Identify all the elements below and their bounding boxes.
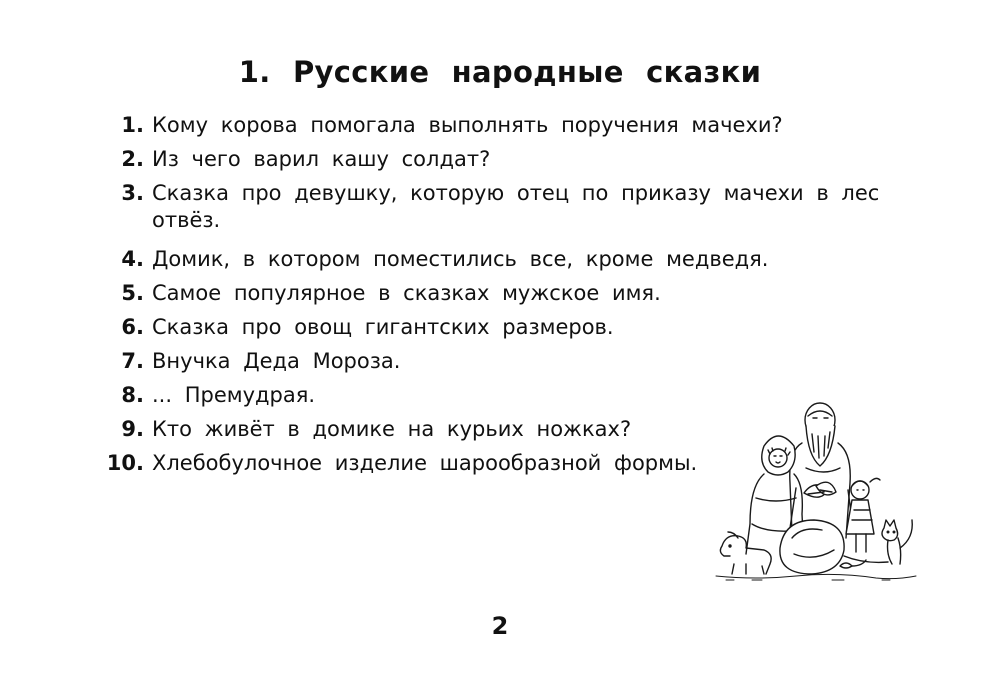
question-text: Хлебобулочное изделие шарообразной формы. xyxy=(152,451,698,475)
question-number: 2. xyxy=(121,147,144,171)
list-item xyxy=(100,112,920,139)
question-number: 8. xyxy=(121,383,144,407)
question-text: Внучка Деда Мороза. xyxy=(152,349,401,373)
question-number: 6. xyxy=(121,315,144,339)
question-text: Сказка про овощ гигантских размеров. xyxy=(152,315,614,339)
question-text: Кто живёт в домике на курьих ножках? xyxy=(152,417,632,441)
page-title: 1. Русские народные сказки xyxy=(238,55,762,89)
question-text: Кому корова помогала выполнять поручения мачехи? xyxy=(152,113,783,137)
turnip-fairytale-illustration-icon xyxy=(712,398,922,583)
question-text: ... Премудрая. xyxy=(152,383,316,407)
question-number: 4. xyxy=(121,247,144,271)
question-number: 5. xyxy=(121,281,144,305)
question-number: 10. xyxy=(106,451,144,475)
list-item xyxy=(100,314,920,341)
question-text: Домик, в котором поместились все, кроме медведя. xyxy=(152,247,769,271)
list-item xyxy=(100,246,920,273)
question-text: Из чего варил кашу солдат? xyxy=(152,147,491,171)
question-number: 3. xyxy=(121,181,144,205)
page-number: 2 xyxy=(491,612,509,640)
question-number: 1. xyxy=(121,113,144,137)
question-number: 9. xyxy=(121,417,144,441)
list-item xyxy=(100,180,920,234)
question-text: Сказка про девушку, которую отец по приказу мачехи в лес отвёз. xyxy=(152,181,880,232)
question-number: 7. xyxy=(121,349,144,373)
question-text: Самое популярное в сказках мужское имя. xyxy=(152,281,661,305)
list-item xyxy=(100,146,920,173)
list-item xyxy=(100,280,920,307)
list-item xyxy=(100,348,920,375)
